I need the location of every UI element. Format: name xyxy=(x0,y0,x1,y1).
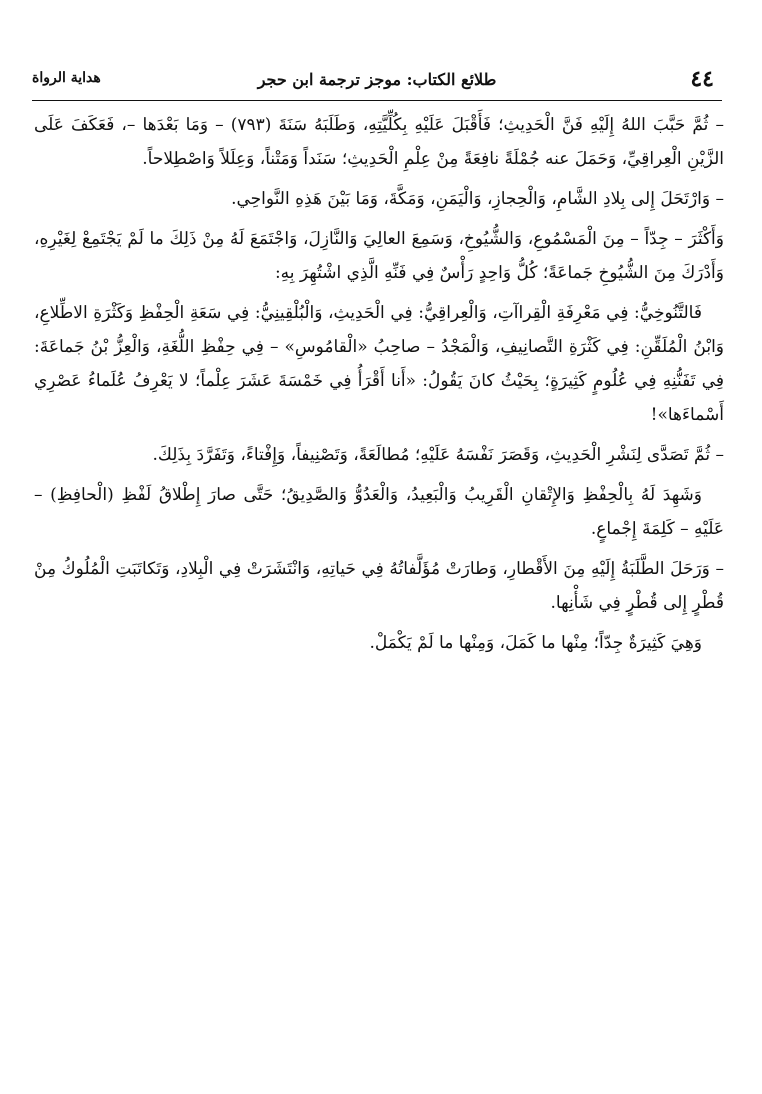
paragraph: – وَارْتَحَلَ إِلى بِلادِ الشَّامِ، وَالْحِجازِ، وَالْيَمَنِ، وَمَكَّةَ، وَمَا بَيْنَ هَذِهِ النَّواحِي. xyxy=(231,189,724,209)
paragraph: وَشَهِدَ لَهُ بِالْحِفْظِ وَالإِتْقانِ الْقَرِيبُ وَالْبَعِيدُ، وَالْعَدُوُّ وَالصَّدِيقُ؛ حَتَّى صارَ إِطْلاقُ لَفْظِ (الْحافِظِ) – عَلَيْهِ – كَلِمَةَ إِجْماعٍ. xyxy=(34,485,724,539)
header-rule xyxy=(32,100,722,101)
page-header xyxy=(32,66,722,96)
section-title: هداية الرواة xyxy=(32,70,101,86)
paragraph: – وَرَحَلَ الطَّلَبَةُ إِلَيْهِ مِنَ الأَقْطارِ، وَطارَتْ مُؤَلَّفاتُهُ فِي حَياتِهِ، وَانْتَشَرَتْ فِي الْبِلادِ، وَتَكاتَبَتِ الْمُلُوكُ مِنْ قُطْرٍ إِلى قُطْرٍ فِي شَأْنِها. xyxy=(34,559,724,613)
page-number: ٤٤ xyxy=(690,66,714,92)
paragraph: – ثُمَّ تَصَدَّى لِنَشْرِ الْحَدِيثِ، وَقَصَرَ نَفْسَهُ عَلَيْهِ؛ مُطالَعَةً، وَتَصْنِيفاً، وَإِفْتاءً، وَتَفَرَّدَ بِذَلِكَ. xyxy=(152,445,724,465)
paragraph: – ثُمَّ حَبَّبَ اللهُ إِلَيْهِ فَنَّ الْحَدِيثِ؛ فَأَقْبَلَ عَلَيْهِ بِكُلِّيَّتِهِ، وَطَلَبَهُ سَنَةَ (٧٩٣) – وَمَا بَعْدَها –، فَعَكَفَ عَلَى الزَّيْنِ الْعِراقِيِّ، وَحَمَلَ عنه جُمْلَةً نافِعَةً مِنْ عِلْمِ الْحَدِيثِ؛ سَنَداً وَمَتْناً، وَعِلَلاً وَاصْطِلاحاً. xyxy=(34,115,724,169)
page-body xyxy=(34,108,724,666)
running-title: طلائع الكتاب: موجز ترجمة ابن حجر xyxy=(257,70,497,89)
paragraph: فَالتَّنُوخِيُّ: فِي مَعْرِفَةِ الْقِراآتِ، وَالْعِراقِيُّ: فِي الْحَدِيثِ، وَالْبُلْقِينِيُّ: فِي سَعَةِ الْحِفْظِ وَكَثْرَةِ الاطِّلاعِ، وَابْنُ الْمُلَقِّنِ: فِي كَثْرَةِ التَّصانِيفِ، وَالْمَجْدُ – صاحِبُ «الْقامُوسِ» – فِي حِفْظِ اللُّغَةِ، وَالْعِزُّ بْنُ جَماعَةَ: فِي تَفَنُّنِهِ فِي عُلُومٍ كَثِيرَةٍ؛ بِحَيْثُ كانَ يَقُولُ: «أَنا أَقْرَأُ فِي خَمْسَةَ عَشَرَ عِلْماً؛ لا يَعْرِفُ عُلَماءُ عَصْرِي أَسْماءَها»! xyxy=(34,303,724,425)
paragraph: وَهِيَ كَثِيرَةٌ جِدّاً؛ مِنْها ما كَمَلَ، وَمِنْها ما لَمْ يَكْمَلْ. xyxy=(369,633,702,653)
paragraph: وَأَكْثَرَ – جِدّاً – مِنَ الْمَسْمُوعِ، وَالشُّيُوخِ، وَسَمِعَ العالِيَ وَالنَّازِلَ، وَاجْتَمَعَ لَهُ مِنْ ذَلِكَ ما لَمْ يَجْتَمِعْ لِغَيْرِهِ، وَأَدْرَكَ مِنَ الشُّيُوخِ جَماعَةً؛ كُلُّ وَاحِدٍ رَأْسٌ فِي فَنِّهِ الَّذِي اشْتُهِرَ بِهِ: xyxy=(34,229,724,283)
